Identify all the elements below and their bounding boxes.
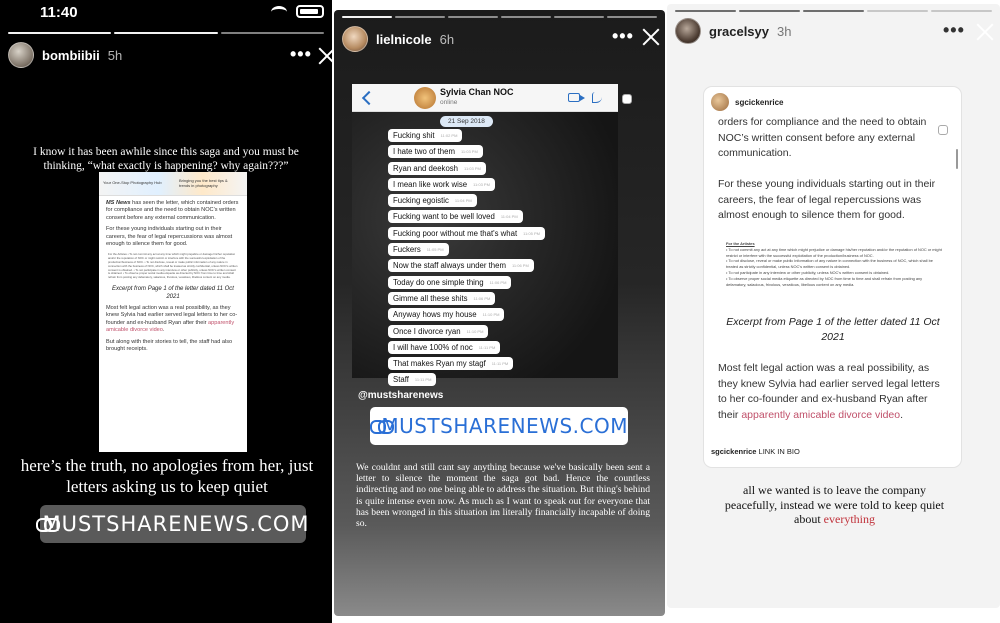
story-caption-top: I know it has been awhile since this saga and you must be thinking, “what exactly is happening? why again???” bbox=[33, 146, 299, 172]
chat-header bbox=[352, 84, 618, 112]
story-panel-2[interactable] bbox=[334, 10, 665, 616]
story-caption: We couldnt and still cant say anything because we've basically been sent a letter to silence the moment the saga got bad. Hence the countless indirecting and no one being able to address the situation. But thing's behind is quite intense even now. As much as I want to speak out for everyone that has been wronged in this situation im literally financially incapable of doing so. bbox=[356, 462, 650, 530]
avatar[interactable] bbox=[8, 42, 34, 68]
progress-segment bbox=[395, 16, 445, 18]
progress-segment bbox=[342, 16, 392, 18]
link-sticker[interactable] bbox=[40, 505, 310, 543]
fine-item: • To not disclose, reveal or make public information of any nature in connection with the business of NOC, which shall be treated as strictly confidential, unless NOC’s written consent is obtained. bbox=[726, 258, 933, 270]
story-header bbox=[675, 18, 791, 44]
article-para-3: Most felt legal action was a real possibility, as they knew Sylvia had earlier served legal letters to her co-founder and ex-husband Ryan after their apparently amicable divorce video. bbox=[106, 305, 238, 334]
banner-left-text: Your One-Stop Photography Hub bbox=[103, 180, 162, 185]
chat-message-time: 11:02 PM bbox=[440, 133, 458, 138]
post-para-2: For these young individuals starting out in their careers, the fear of legal repercussions was almost enough to silence them for good. bbox=[718, 178, 936, 221]
chat-message-text: Staff bbox=[393, 375, 409, 385]
mention-sticker[interactable]: @mustsharenews bbox=[358, 390, 444, 401]
chat-message bbox=[388, 325, 488, 338]
chat-screenshot bbox=[352, 84, 618, 385]
story-age: 3h bbox=[777, 23, 792, 39]
fine-item: • To observe proper social media etiquette as directed by NOC from time to time and shall refrain from posting any defamatory, salacious, frivolous, vexatious, libellous content on any media. bbox=[726, 275, 923, 287]
story-progress-bars bbox=[8, 32, 324, 34]
chat-message-time: 11:03 PM bbox=[473, 181, 490, 187]
progress-segment bbox=[931, 10, 992, 12]
progress-segment bbox=[675, 10, 736, 12]
post-avatar bbox=[711, 93, 729, 111]
chat-message-list bbox=[388, 129, 545, 386]
chat-message-text: Fuckers bbox=[393, 245, 421, 255]
article-screenshot bbox=[99, 172, 247, 452]
chat-message bbox=[388, 194, 477, 207]
story-username[interactable]: bombiibii bbox=[42, 47, 100, 63]
post-excerpt-caption: Excerpt from Page 1 of the letter dated 11 Oct 2021 bbox=[726, 316, 940, 343]
chat-message-time: 11:04 PM bbox=[500, 214, 518, 220]
back-arrow-icon bbox=[362, 91, 376, 105]
fine-heading: For the Artistes bbox=[726, 241, 755, 246]
chat-message-text: I mean like work wise bbox=[393, 179, 468, 189]
chat-message-text: Today do one simple thing bbox=[393, 277, 484, 287]
chat-message-text: I hate two of them bbox=[393, 147, 455, 157]
chat-message-text: Fucking egoistic bbox=[393, 196, 449, 206]
chat-message bbox=[388, 178, 495, 191]
chat-message-time: 11:10 PM bbox=[482, 312, 500, 318]
story-caption: all we wanted is to leave the company peacefully, instead we were told to keep quiet about everything bbox=[724, 483, 945, 526]
chat-message-time: 11:05 PM bbox=[426, 247, 444, 253]
chat-message-text: Fucking poor without me that's what bbox=[393, 228, 518, 238]
chat-message-text: Now the staff always under them bbox=[393, 261, 506, 271]
battery-icon bbox=[296, 5, 324, 18]
chat-message bbox=[388, 129, 462, 142]
chat-message-text: I will have 100% of noc bbox=[393, 342, 473, 352]
chat-message bbox=[388, 210, 523, 223]
post-divorce-link[interactable]: apparently amicable divorce video bbox=[741, 408, 901, 421]
chat-message-time: 11:10 PM bbox=[466, 328, 484, 334]
fine-item: • To not participate in any interview or other publicity, unless NOC’s written consent is obtained. bbox=[726, 269, 890, 275]
chat-message-time: 11:06 PM bbox=[489, 279, 507, 285]
story-panel-3[interactable] bbox=[667, 4, 1000, 608]
link-sticker-text: MUSTSHARENEWS.COM bbox=[381, 414, 628, 438]
progress-segment bbox=[554, 16, 604, 18]
story-username[interactable]: lielnicole bbox=[376, 31, 432, 47]
chat-message-text: Once I divorce ryan bbox=[393, 326, 461, 336]
close-icon[interactable] bbox=[976, 23, 994, 41]
chat-date-pill: 21 Sep 2018 bbox=[440, 116, 493, 127]
post-footer-text: LINK IN BIO bbox=[756, 447, 800, 456]
chat-message-time: 11:05 PM bbox=[523, 230, 540, 236]
progress-segment bbox=[607, 16, 657, 18]
story-header bbox=[342, 26, 454, 52]
progress-segment bbox=[221, 32, 324, 34]
chat-message-time: 11:03 PM bbox=[464, 165, 481, 171]
chat-message bbox=[388, 308, 504, 321]
post-para-1: orders for compliance and the need to obtain NOC’s written consent before any external communication. bbox=[718, 116, 927, 159]
article-brand: MS News bbox=[106, 200, 131, 206]
avatar[interactable] bbox=[675, 18, 701, 44]
story-header bbox=[8, 42, 122, 68]
article-para-4: But along with their stories to tell, the staff had also brought receipts. bbox=[106, 338, 233, 353]
story-progress-bars bbox=[342, 16, 657, 18]
story-panel-1[interactable] bbox=[0, 0, 332, 623]
reshared-post[interactable] bbox=[704, 87, 961, 467]
close-icon[interactable] bbox=[642, 28, 660, 46]
article-para-2: For these young individuals starting out in their careers, the fear of legal repercussions was almost enough to silence them for good. bbox=[106, 226, 233, 248]
article-para-1: MS News has seen the letter, which contained orders for compliance and the need to obtain NOC’s written consent before any external communication. bbox=[106, 200, 239, 221]
more-options-icon[interactable]: ••• bbox=[290, 44, 312, 64]
phone-icon bbox=[592, 92, 602, 103]
progress-segment bbox=[867, 10, 928, 12]
chat-message bbox=[388, 292, 495, 305]
progress-segment bbox=[114, 32, 217, 34]
more-options-icon[interactable]: ••• bbox=[943, 20, 965, 40]
chat-message-time: 11:06 PM bbox=[473, 295, 491, 301]
chat-message bbox=[388, 259, 534, 272]
progress-segment bbox=[803, 10, 864, 12]
post-header bbox=[711, 93, 783, 111]
sticker-square-icon bbox=[622, 94, 632, 104]
chat-contact-name: Sylvia Chan NOC bbox=[440, 87, 514, 97]
caption-highlight: everything bbox=[823, 512, 875, 526]
post-username: sgcickenrice bbox=[735, 97, 784, 107]
chat-message bbox=[388, 243, 449, 256]
story-progress-bars bbox=[675, 10, 992, 12]
chat-messages-area bbox=[352, 112, 618, 385]
chat-message-time: 11:03 PM bbox=[460, 149, 478, 155]
chat-message-time: 11:04 PM bbox=[454, 198, 472, 204]
link-sticker[interactable] bbox=[370, 407, 628, 445]
progress-segment bbox=[501, 16, 551, 18]
video-call-icon bbox=[568, 93, 580, 102]
progress-segment bbox=[739, 10, 800, 12]
article-banner bbox=[99, 172, 247, 196]
article-excerpt-caption: Excerpt from Page 1 of the letter dated 11 Oct 2021 bbox=[112, 286, 234, 301]
story-username[interactable]: gracelsyy bbox=[709, 23, 769, 39]
more-options-icon[interactable]: ••• bbox=[612, 26, 634, 46]
chat-message-text: Fucking shit bbox=[393, 131, 435, 140]
chat-message-text: Ryan and deekosh bbox=[393, 163, 459, 173]
chat-message bbox=[388, 276, 511, 289]
chat-message-text: Anyway hows my house bbox=[393, 310, 477, 320]
chat-message-text: Fucking want to be well loved bbox=[393, 212, 495, 222]
banner-right-text: Bringing you the best tips & trends in photography bbox=[179, 178, 228, 188]
chat-avatar bbox=[414, 87, 436, 109]
story-age: 5h bbox=[107, 47, 123, 63]
chat-message-time: 11:11 PM bbox=[478, 344, 496, 350]
chat-contact-status: online bbox=[440, 99, 458, 106]
chat-message-time: 11:11 PM bbox=[491, 361, 509, 367]
link-icon bbox=[370, 420, 375, 432]
chat-message bbox=[388, 145, 483, 158]
chat-message-text: That makes Ryan my stagf bbox=[393, 359, 486, 369]
fine-item: • To not commit any act at any time which might prejudice or damage his/her reputation and/or the reputation of NOC or might restrict or interfere with the successful exploitation of the production/business of NOC. bbox=[726, 246, 942, 258]
chat-message bbox=[388, 357, 513, 370]
post-footer-user: sgcickenrice bbox=[711, 447, 757, 456]
progress-segment bbox=[448, 16, 498, 18]
status-bar bbox=[0, 0, 332, 26]
avatar[interactable] bbox=[342, 26, 368, 52]
article-divorce-link[interactable]: apparently amicable divorce video bbox=[106, 319, 235, 334]
post-fine-print bbox=[726, 241, 942, 287]
post-footer bbox=[711, 447, 800, 456]
chat-message bbox=[388, 162, 486, 175]
article-fine-print: For the Artistes • To not commit any act at any time which might prejudice or damage his/her reputation and/or the reputation of NOC or might restrict or interfere with the successful exploitation of the production/business of NOC. • To not disclose, reveal or make public information of any nature in connection with the business of NOC, which shall be treated as strictly confidential, unless NOC’s written consent is obtained. • To not participate in any interview or other publicity, unless NOC’s written consent is obtained. • To observe proper social media etiquette as directed by NOC from time to time and shall refrain from posting any defamatory, salacious, frivolous, vexatious, libellous content on any media. bbox=[108, 252, 238, 280]
story-age: 6h bbox=[439, 31, 455, 47]
chat-message bbox=[388, 227, 545, 240]
status-time: 11:40 bbox=[40, 4, 78, 21]
link-sticker-text: MUSTSHARENEWS.COM bbox=[42, 512, 310, 536]
scrollbar bbox=[956, 149, 958, 169]
chat-message bbox=[388, 373, 436, 386]
chat-message bbox=[388, 341, 500, 354]
progress-segment bbox=[8, 32, 111, 34]
chat-message-time: 11:11 PM bbox=[414, 377, 432, 383]
post-para-3: Most felt legal action was a real possibility, as they knew Sylvia had earlier served legal letters to her co-founder and ex-husband Ryan after their apparently amicable divorce video. bbox=[718, 362, 940, 421]
story-caption-bottom: here’s the truth, no apologies from her, just letters asking us to keep quiet bbox=[20, 456, 314, 496]
wifi-icon bbox=[271, 6, 287, 18]
chat-message-text: Gimme all these shits bbox=[393, 293, 468, 303]
chat-message-time: 11:06 PM bbox=[511, 263, 529, 269]
